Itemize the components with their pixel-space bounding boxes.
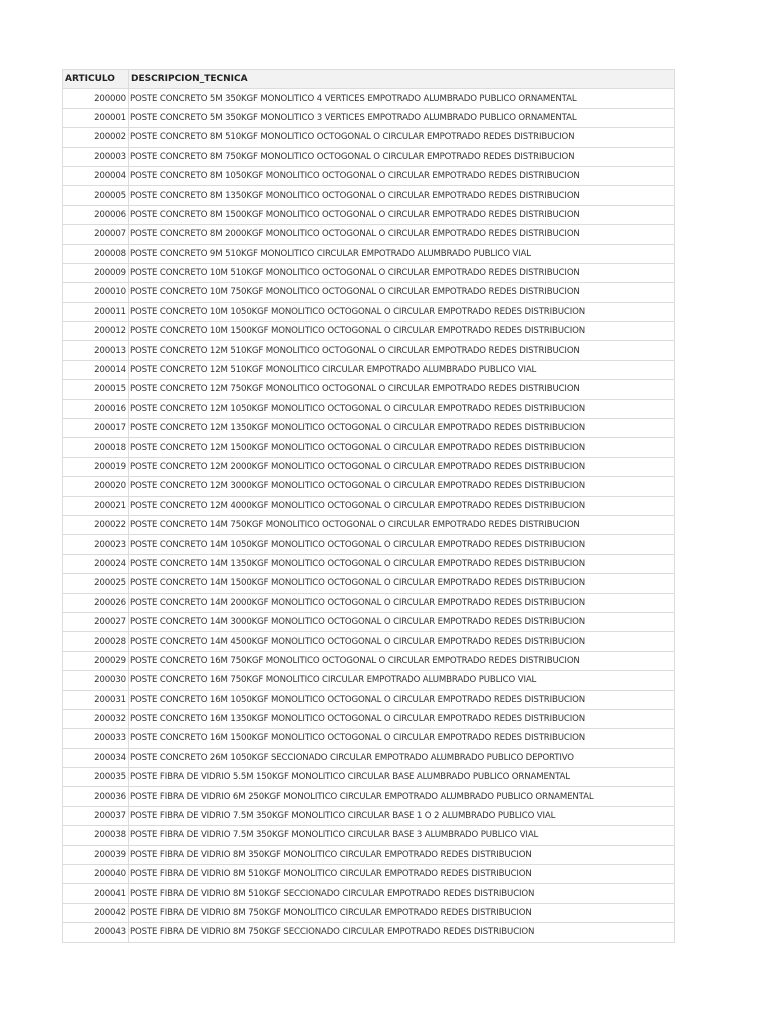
table-row[interactable] xyxy=(63,787,675,806)
cell-descripcion[interactable]: POSTE CONCRETO 16M 1500KGF MONOLITICO OCTOGONAL O CIRCULAR EMPOTRADO REDES DISTRIBUCION xyxy=(129,729,675,748)
cell-descripcion[interactable]: POSTE CONCRETO 12M 1050KGF MONOLITICO OCTOGONAL O CIRCULAR EMPOTRADO REDES DISTRIBUCION xyxy=(129,399,675,418)
cell-descripcion[interactable]: POSTE FIBRA DE VIDRIO 7.5M 350KGF MONOLITICO CIRCULAR BASE 3 ALUMBRADO PUBLICO VIAL xyxy=(129,826,675,845)
cell-descripcion[interactable]: POSTE CONCRETO 12M 510KGF MONOLITICO CIRCULAR EMPOTRADO ALUMBRADO PUBLICO VIAL xyxy=(129,360,675,379)
table-row[interactable] xyxy=(63,322,675,341)
table-row[interactable] xyxy=(63,244,675,263)
cell-articulo[interactable]: 200003 xyxy=(63,147,129,166)
cell-descripcion[interactable]: POSTE CONCRETO 5M 350KGF MONOLITICO 4 VERTICES EMPOTRADO ALUMBRADO PUBLICO ORNAMENTAL xyxy=(129,89,675,108)
cell-descripcion[interactable]: POSTE CONCRETO 14M 1350KGF MONOLITICO OCTOGONAL O CIRCULAR EMPOTRADO REDES DISTRIBUCION xyxy=(129,554,675,573)
table-row[interactable] xyxy=(63,477,675,496)
cell-articulo[interactable]: 200011 xyxy=(63,302,129,321)
cell-descripcion[interactable]: POSTE CONCRETO 14M 750KGF MONOLITICO OCTOGONAL O CIRCULAR EMPOTRADO REDES DISTRIBUCION xyxy=(129,515,675,534)
cell-descripcion[interactable]: POSTE CONCRETO 14M 4500KGF MONOLITICO OCTOGONAL O CIRCULAR EMPOTRADO REDES DISTRIBUCION xyxy=(129,632,675,651)
cell-descripcion[interactable]: POSTE CONCRETO 16M 1350KGF MONOLITICO OCTOGONAL O CIRCULAR EMPOTRADO REDES DISTRIBUCION xyxy=(129,709,675,728)
table-row[interactable] xyxy=(63,884,675,903)
table-row[interactable] xyxy=(63,748,675,767)
table-row[interactable] xyxy=(63,865,675,884)
table-row[interactable] xyxy=(63,806,675,825)
table-row[interactable] xyxy=(63,554,675,573)
cell-articulo[interactable]: 200014 xyxy=(63,360,129,379)
table-row[interactable] xyxy=(63,205,675,224)
cell-descripcion[interactable]: POSTE CONCRETO 8M 1050KGF MONOLITICO OCTOGONAL O CIRCULAR EMPOTRADO REDES DISTRIBUCION xyxy=(129,166,675,185)
cell-articulo[interactable]: 200015 xyxy=(63,380,129,399)
table-row[interactable] xyxy=(63,186,675,205)
cell-descripcion[interactable]: POSTE CONCRETO 12M 510KGF MONOLITICO OCTOGONAL O CIRCULAR EMPOTRADO REDES DISTRIBUCION xyxy=(129,341,675,360)
cell-descripcion[interactable]: POSTE FIBRA DE VIDRIO 8M 510KGF MONOLITICO CIRCULAR EMPOTRADO REDES DISTRIBUCION xyxy=(129,865,675,884)
cell-articulo[interactable]: 200022 xyxy=(63,515,129,534)
cell-descripcion[interactable]: POSTE CONCRETO 9M 510KGF MONOLITICO CIRCULAR EMPOTRADO ALUMBRADO PUBLICO VIAL xyxy=(129,244,675,263)
table-row[interactable] xyxy=(63,826,675,845)
cell-articulo[interactable]: 200013 xyxy=(63,341,129,360)
table-row[interactable] xyxy=(63,457,675,476)
table-row[interactable] xyxy=(63,166,675,185)
cell-descripcion[interactable]: POSTE CONCRETO 16M 1050KGF MONOLITICO OCTOGONAL O CIRCULAR EMPOTRADO REDES DISTRIBUCION xyxy=(129,690,675,709)
cell-descripcion[interactable]: POSTE FIBRA DE VIDRIO 8M 750KGF SECCIONADO CIRCULAR EMPOTRADO REDES DISTRIBUCION xyxy=(129,923,675,942)
cell-articulo[interactable]: 200035 xyxy=(63,768,129,787)
cell-descripcion[interactable]: POSTE CONCRETO 8M 750KGF MONOLITICO OCTOGONAL O CIRCULAR EMPOTRADO REDES DISTRIBUCION xyxy=(129,147,675,166)
cell-articulo[interactable]: 200016 xyxy=(63,399,129,418)
data-table xyxy=(62,69,675,943)
table-row[interactable] xyxy=(63,923,675,942)
cell-articulo[interactable]: 200036 xyxy=(63,787,129,806)
cell-articulo[interactable]: 200002 xyxy=(63,128,129,147)
cell-articulo[interactable]: 200042 xyxy=(63,903,129,922)
table-row[interactable] xyxy=(63,574,675,593)
cell-descripcion[interactable]: POSTE CONCRETO 8M 2000KGF MONOLITICO OCTOGONAL O CIRCULAR EMPOTRADO REDES DISTRIBUCION xyxy=(129,225,675,244)
cell-articulo[interactable]: 200024 xyxy=(63,554,129,573)
cell-articulo[interactable]: 200041 xyxy=(63,884,129,903)
cell-descripcion[interactable]: POSTE FIBRA DE VIDRIO 8M 510KGF SECCIONADO CIRCULAR EMPOTRADO REDES DISTRIBUCION xyxy=(129,884,675,903)
cell-descripcion[interactable]: POSTE CONCRETO 14M 1500KGF MONOLITICO OCTOGONAL O CIRCULAR EMPOTRADO REDES DISTRIBUCION xyxy=(129,574,675,593)
table-row[interactable] xyxy=(63,341,675,360)
cell-articulo[interactable]: 200033 xyxy=(63,729,129,748)
table-row[interactable] xyxy=(63,108,675,127)
cell-descripcion[interactable]: POSTE CONCRETO 14M 1050KGF MONOLITICO OCTOGONAL O CIRCULAR EMPOTRADO REDES DISTRIBUCION xyxy=(129,535,675,554)
table-row[interactable] xyxy=(63,438,675,457)
cell-articulo[interactable]: 200025 xyxy=(63,574,129,593)
table-row[interactable] xyxy=(63,535,675,554)
table-row[interactable] xyxy=(63,283,675,302)
table-row[interactable] xyxy=(63,768,675,787)
cell-descripcion[interactable]: POSTE CONCRETO 12M 2000KGF MONOLITICO OCTOGONAL O CIRCULAR EMPOTRADO REDES DISTRIBUCION xyxy=(129,457,675,476)
cell-descripcion[interactable]: POSTE FIBRA DE VIDRIO 8M 750KGF MONOLITICO CIRCULAR EMPOTRADO REDES DISTRIBUCION xyxy=(129,903,675,922)
cell-descripcion[interactable]: POSTE FIBRA DE VIDRIO 8M 350KGF MONOLITICO CIRCULAR EMPOTRADO REDES DISTRIBUCION xyxy=(129,845,675,864)
cell-articulo[interactable]: 200005 xyxy=(63,186,129,205)
table-body xyxy=(63,89,675,942)
table-row[interactable] xyxy=(63,903,675,922)
cell-descripcion[interactable]: POSTE CONCRETO 26M 1050KGF SECCIONADO CIRCULAR EMPOTRADO ALUMBRADO PUBLICO DEPORTIVO xyxy=(129,748,675,767)
cell-articulo[interactable]: 200031 xyxy=(63,690,129,709)
cell-articulo[interactable]: 200030 xyxy=(63,671,129,690)
table-row[interactable] xyxy=(63,593,675,612)
column-header-descripcion[interactable]: DESCRIPCION_TECNICA xyxy=(129,70,675,89)
cell-descripcion[interactable]: POSTE CONCRETO 12M 1350KGF MONOLITICO OCTOGONAL O CIRCULAR EMPOTRADO REDES DISTRIBUCION xyxy=(129,419,675,438)
cell-articulo[interactable]: 200040 xyxy=(63,865,129,884)
table-row[interactable] xyxy=(63,671,675,690)
cell-descripcion[interactable]: POSTE CONCRETO 12M 3000KGF MONOLITICO OCTOGONAL O CIRCULAR EMPOTRADO REDES DISTRIBUCION xyxy=(129,477,675,496)
table-row[interactable] xyxy=(63,128,675,147)
table-row[interactable] xyxy=(63,515,675,534)
table-row[interactable] xyxy=(63,147,675,166)
cell-articulo[interactable]: 200019 xyxy=(63,457,129,476)
cell-articulo[interactable]: 200021 xyxy=(63,496,129,515)
cell-articulo[interactable]: 200008 xyxy=(63,244,129,263)
cell-descripcion[interactable]: POSTE FIBRA DE VIDRIO 7.5M 350KGF MONOLITICO CIRCULAR BASE 1 O 2 ALUMBRADO PUBLICO VIAL xyxy=(129,806,675,825)
table-row[interactable] xyxy=(63,845,675,864)
table-row[interactable] xyxy=(63,709,675,728)
cell-descripcion[interactable]: POSTE CONCRETO 5M 350KGF MONOLITICO 3 VERTICES EMPOTRADO ALUMBRADO PUBLICO ORNAMENTAL xyxy=(129,108,675,127)
cell-descripcion[interactable]: POSTE FIBRA DE VIDRIO 6M 250KGF MONOLITICO CIRCULAR EMPOTRADO ALUMBRADO PUBLICO ORNAMENTAL xyxy=(129,787,675,806)
table-row[interactable] xyxy=(63,690,675,709)
table-row[interactable] xyxy=(63,89,675,108)
table-row[interactable] xyxy=(63,380,675,399)
cell-articulo[interactable]: 200010 xyxy=(63,283,129,302)
cell-articulo[interactable]: 200029 xyxy=(63,651,129,670)
table-row[interactable] xyxy=(63,419,675,438)
cell-descripcion[interactable]: POSTE CONCRETO 8M 510KGF MONOLITICO OCTOGONAL O CIRCULAR EMPOTRADO REDES DISTRIBUCION xyxy=(129,128,675,147)
cell-articulo[interactable]: 200034 xyxy=(63,748,129,767)
table-row[interactable] xyxy=(63,612,675,631)
header-row xyxy=(63,70,675,89)
cell-articulo[interactable]: 200037 xyxy=(63,806,129,825)
table-row[interactable] xyxy=(63,225,675,244)
cell-descripcion[interactable]: POSTE CONCRETO 14M 3000KGF MONOLITICO OCTOGONAL O CIRCULAR EMPOTRADO REDES DISTRIBUCION xyxy=(129,612,675,631)
cell-descripcion[interactable]: POSTE CONCRETO 12M 1500KGF MONOLITICO OCTOGONAL O CIRCULAR EMPOTRADO REDES DISTRIBUCION xyxy=(129,438,675,457)
cell-articulo[interactable]: 200018 xyxy=(63,438,129,457)
table-row[interactable] xyxy=(63,632,675,651)
cell-articulo[interactable]: 200038 xyxy=(63,826,129,845)
cell-descripcion[interactable]: POSTE CONCRETO 10M 1500KGF MONOLITICO OCTOGONAL O CIRCULAR EMPOTRADO REDES DISTRIBUCION xyxy=(129,322,675,341)
cell-articulo[interactable]: 200017 xyxy=(63,419,129,438)
table-row[interactable] xyxy=(63,729,675,748)
column-header-articulo[interactable]: ARTICULO xyxy=(63,70,129,89)
cell-descripcion[interactable]: POSTE CONCRETO 8M 1500KGF MONOLITICO OCTOGONAL O CIRCULAR EMPOTRADO REDES DISTRIBUCION xyxy=(129,205,675,224)
cell-articulo[interactable]: 200039 xyxy=(63,845,129,864)
cell-descripcion[interactable]: POSTE CONCRETO 10M 510KGF MONOLITICO OCTOGONAL O CIRCULAR EMPOTRADO REDES DISTRIBUCION xyxy=(129,263,675,282)
cell-articulo[interactable]: 200027 xyxy=(63,612,129,631)
cell-articulo[interactable]: 200012 xyxy=(63,322,129,341)
cell-articulo[interactable]: 200032 xyxy=(63,709,129,728)
cell-articulo[interactable]: 200000 xyxy=(63,89,129,108)
cell-articulo[interactable]: 200026 xyxy=(63,593,129,612)
cell-descripcion[interactable]: POSTE CONCRETO 12M 750KGF MONOLITICO OCTOGONAL O CIRCULAR EMPOTRADO REDES DISTRIBUCION xyxy=(129,380,675,399)
table-row[interactable] xyxy=(63,302,675,321)
cell-descripcion[interactable]: POSTE CONCRETO 8M 1350KGF MONOLITICO OCTOGONAL O CIRCULAR EMPOTRADO REDES DISTRIBUCION xyxy=(129,186,675,205)
table-row[interactable] xyxy=(63,399,675,418)
cell-articulo[interactable]: 200009 xyxy=(63,263,129,282)
cell-articulo[interactable]: 200006 xyxy=(63,205,129,224)
cell-descripcion[interactable]: POSTE CONCRETO 16M 750KGF MONOLITICO CIRCULAR EMPOTRADO ALUMBRADO PUBLICO VIAL xyxy=(129,671,675,690)
cell-descripcion[interactable]: POSTE CONCRETO 10M 1050KGF MONOLITICO OCTOGONAL O CIRCULAR EMPOTRADO REDES DISTRIBUCION xyxy=(129,302,675,321)
cell-descripcion[interactable]: POSTE CONCRETO 16M 750KGF MONOLITICO OCTOGONAL O CIRCULAR EMPOTRADO REDES DISTRIBUCION xyxy=(129,651,675,670)
cell-articulo[interactable]: 200004 xyxy=(63,166,129,185)
table-row[interactable] xyxy=(63,651,675,670)
cell-articulo[interactable]: 200020 xyxy=(63,477,129,496)
table-row[interactable] xyxy=(63,263,675,282)
cell-articulo[interactable]: 200007 xyxy=(63,225,129,244)
table-header xyxy=(63,70,675,89)
cell-descripcion[interactable]: POSTE FIBRA DE VIDRIO 5.5M 150KGF MONOLITICO CIRCULAR BASE ALUMBRADO PUBLICO ORNAMENTAL xyxy=(129,768,675,787)
cell-descripcion[interactable]: POSTE CONCRETO 14M 2000KGF MONOLITICO OCTOGONAL O CIRCULAR EMPOTRADO REDES DISTRIBUCION xyxy=(129,593,675,612)
cell-articulo[interactable]: 200001 xyxy=(63,108,129,127)
cell-articulo[interactable]: 200043 xyxy=(63,923,129,942)
cell-articulo[interactable]: 200023 xyxy=(63,535,129,554)
table-row[interactable] xyxy=(63,496,675,515)
table-row[interactable] xyxy=(63,360,675,379)
cell-articulo[interactable]: 200028 xyxy=(63,632,129,651)
cell-descripcion[interactable]: POSTE CONCRETO 12M 4000KGF MONOLITICO OCTOGONAL O CIRCULAR EMPOTRADO REDES DISTRIBUCION xyxy=(129,496,675,515)
cell-descripcion[interactable]: POSTE CONCRETO 10M 750KGF MONOLITICO OCTOGONAL O CIRCULAR EMPOTRADO REDES DISTRIBUCION xyxy=(129,283,675,302)
